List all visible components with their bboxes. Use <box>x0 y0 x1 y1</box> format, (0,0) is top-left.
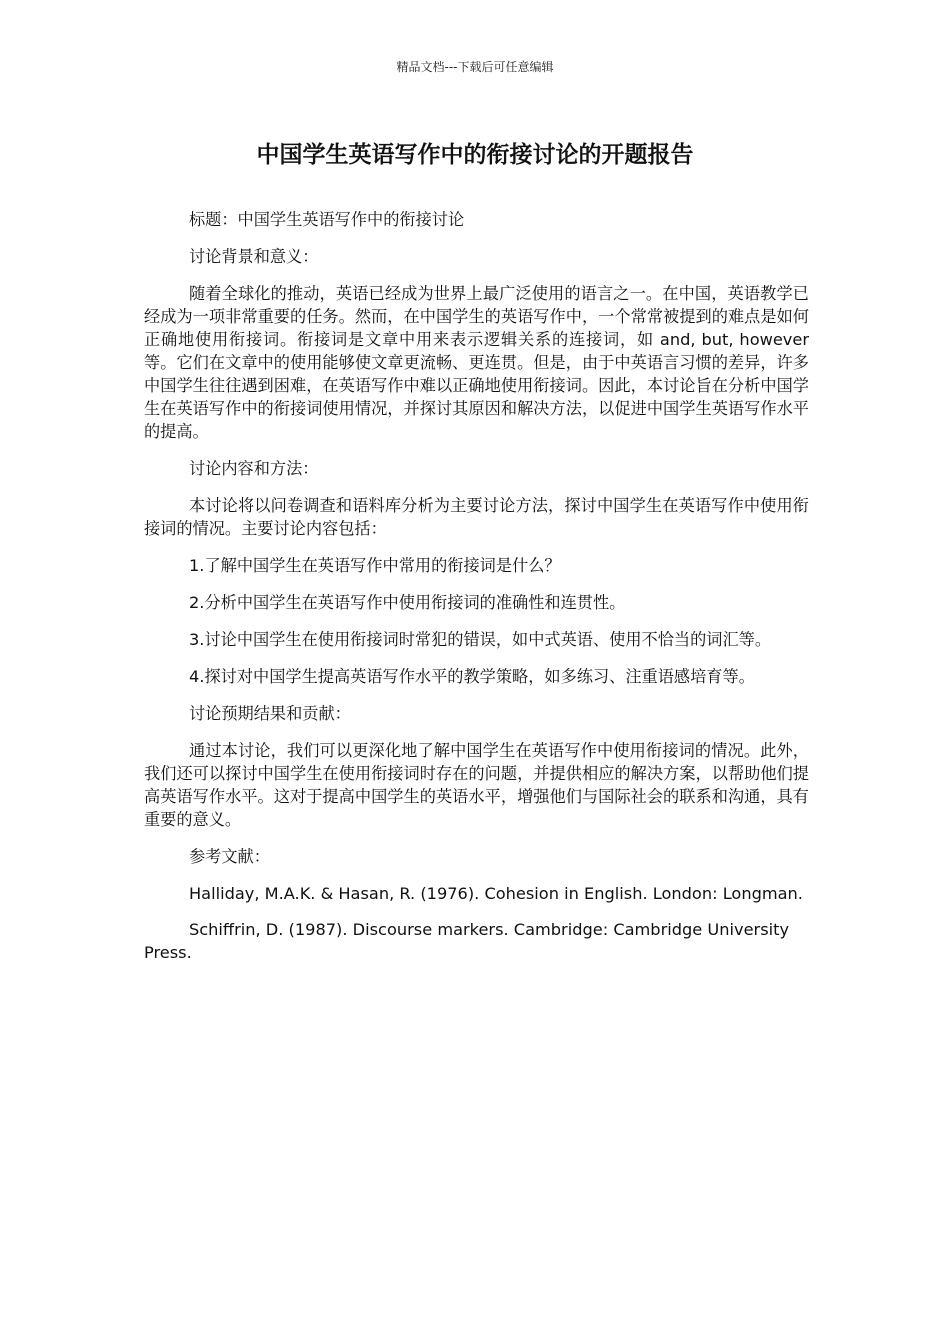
document-title: 中国学生英语写作中的衔接讨论的开题报告 <box>256 142 694 168</box>
page-header: 精品文档---下载后可任意编辑 <box>396 60 554 74</box>
document-body <box>144 208 809 977</box>
content-item-1: 1.了解中国学生在英语写作中常用的衔接词是什么？ <box>189 556 561 575</box>
subject-line: 标题：中国学生英语写作中的衔接讨论 <box>189 210 465 229</box>
background-paragraph: 随着全球化的推动，英语已经成为世界上最广泛使用的语言之一。在中国，英语教学已经成为一项非常重要的任务。然而，在中国学生的英语写作中，一个常常被提到的难点是如何正确地使用衔接词。衔接词是文章中用来表示逻辑关系的连接词，如 and, but, however 等。它们在文章中的使用能够使文章更流畅、更连贯。但是，由于中英语言习惯的差异，许多中国学生往往遇到困难，在英语写作中难以正确地使用衔接词。因此，本讨论旨在分析中国学生在英语写作中的衔接词使用情况，并探讨其原因和解决方法，以促进中国学生英语写作水平的提高。 <box>144 284 809 441</box>
section-heading-references: 参考文献： <box>189 847 270 866</box>
section-heading-results: 讨论预期结果和贡献： <box>189 704 351 723</box>
reference-item-2: Schiffrin, D. (1987). Discourse markers. Cambridge: Cambridge University Press. <box>144 920 790 962</box>
content-item-2: 2.分析中国学生在英语写作中使用衔接词的准确性和连贯性。 <box>189 593 626 612</box>
content-item-3: 3.讨论中国学生在使用衔接词时常犯的错误，如中式英语、使用不恰当的词汇等。 <box>189 630 772 649</box>
results-paragraph: 通过本讨论，我们可以更深化地了解中国学生在英语写作中使用衔接词的情况。此外，我们还可以探讨中国学生在使用衔接词时存在的问题，并提供相应的解决方案，以帮助他们提高英语写作水平。这对于提高中国学生的英语水平，增强他们与国际社会的联系和沟通，具有重要的意义。 <box>144 741 809 829</box>
content-method-paragraph: 本讨论将以问卷调查和语料库分析为主要讨论方法，探讨中国学生在英语写作中使用衔接词的情况。主要讨论内容包括： <box>144 496 809 538</box>
section-heading-content-method: 讨论内容和方法： <box>189 459 319 478</box>
content-item-4: 4.探讨对中国学生提高英语写作水平的教学策略，如多练习、注重语感培育等。 <box>189 667 755 686</box>
section-heading-background: 讨论背景和意义： <box>189 247 319 266</box>
reference-item-1: Halliday, M.A.K. & Hasan, R. (1976). Cohesion in English. London: Longman. <box>189 884 803 903</box>
